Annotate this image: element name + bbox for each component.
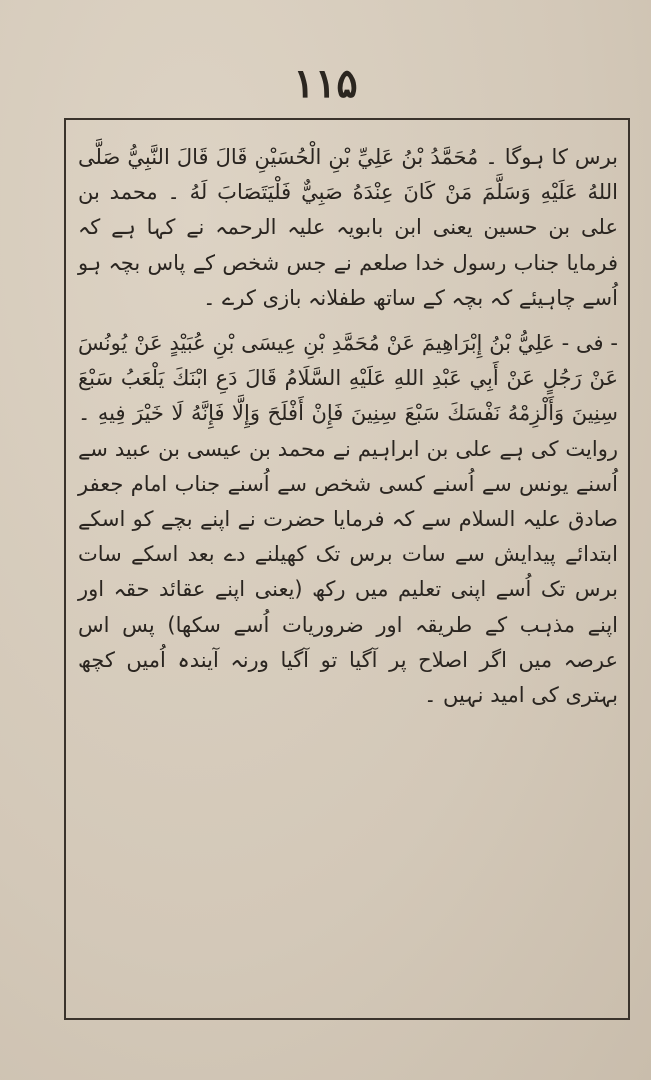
paragraph-1: برس کا ہوگا ۔ مُحَمَّدُ بْنُ عَلِيِّ بْنِ الْحُسَيْنِ قَالَ قَالَ النَّبِيُّ صَلَّى اللهُ عَلَيْهِ وَسَلَّمَ مَنْ كَانَ عِنْدَهُ صَبِيٌّ فَلْيَتَصَابَ لَهُ ۔ محمد بن علی بن حسین یعنی ابن بابویہ علیہ الرحمہ نے کہا ہے کہ فرمایا جناب رسول خدا صلعم نے جس شخص کے پاس بچہ ہو اُسے چاہیئے کہ بچہ کے ساتھ طفلانہ بازی کرے ۔ xyxy=(78,145,618,310)
paragraph-2: - فی - عَلِيُّ بْنُ إِبْرَاهِيمَ عَنْ مُحَمَّدِ بْنِ عِيسَى بْنِ عُبَيْدٍ عَنْ يُونُسَ عَنْ رَجُلٍ عَنْ أَبِي عَبْدِ اللهِ عَلَيْهِ السَّلَامُ قَالَ دَعِ ابْنَكَ يَلْعَبُ سَبْعَ سِنِينَ وَأَلْزِمْهُ نَفْسَكَ سَبْعَ سِنِينَ فَإِنْ أَفْلَحَ وَإِلَّا فَإِنَّهُ لَا خَيْرَ فِيهِ ۔ روایت کی ہے علی بن ابراہیم نے محمد بن عیسی بن عبید سے اُسنے یونس سے اُسنے کسی شخص سے اُسنے جناب امام جعفر صادق علیہ السلام سے کہ فرمایا حضرت نے اپنے بچے کو اسکے ابتدائے پیدایش سے سات برس تک کھیلنے دے بعد اسکے سات برس تک اُسے اپنی تعلیم میں رکھ (یعنی اپنے عقائد حقہ اور اپنے مذہب کے طریقہ اور ضروریات اُسے سکھا) پس اس عرصہ میں اگر اصلاح پر آگیا تو آگیا ورنہ آیندہ اُمیں کچھ بہتری کی امید نہیں ۔ xyxy=(78,331,618,708)
page-number: ۱۱۵ xyxy=(293,60,358,107)
body-text xyxy=(78,140,618,713)
